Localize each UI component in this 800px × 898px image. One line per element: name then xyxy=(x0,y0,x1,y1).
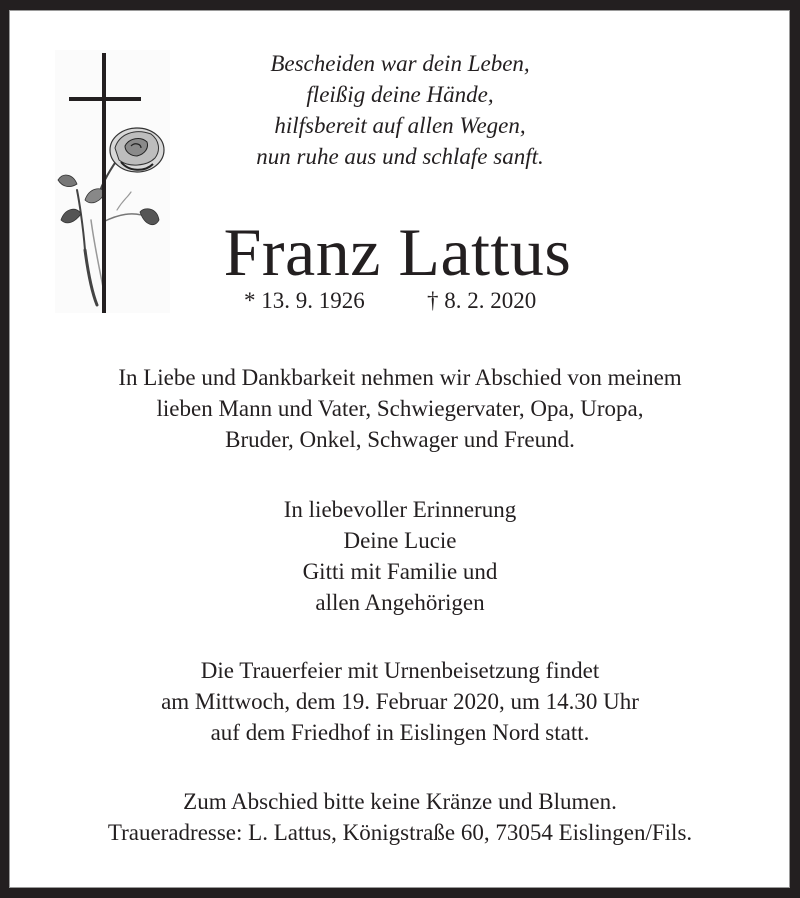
funeral-details xyxy=(0,655,800,748)
mourners-line: Gitti mit Familie und xyxy=(302,559,498,584)
cross-rose-graphic xyxy=(55,50,170,313)
funeral-line: am Mittwoch, dem 19. Februar 2020, um 14.30 Uhr xyxy=(161,689,639,714)
verse-line: nun ruhe aus und schlafe sanft. xyxy=(256,144,544,169)
life-dates xyxy=(200,286,600,316)
mourners-line: Deine Lucie xyxy=(343,528,457,553)
closing-notes xyxy=(0,786,800,848)
deceased-name: Franz Lattus xyxy=(223,214,572,290)
funeral-line: auf dem Friedhof in Eislingen Nord statt. xyxy=(210,720,590,745)
announcement-text xyxy=(0,362,800,455)
birth-date: * 13. 9. 1926 xyxy=(244,288,365,313)
mourners-line: allen Angehörigen xyxy=(315,590,485,615)
mourning-address: Traueradresse: L. Lattus, Königstraße 60, 73054 Eislingen/Fils. xyxy=(107,820,693,845)
mourners-line: In liebevoller Erinnerung xyxy=(283,497,517,522)
verse-line: hilfsbereit auf allen Wegen, xyxy=(274,113,526,138)
announcement-line: Bruder, Onkel, Schwager und Freund. xyxy=(225,427,575,452)
announcement-line: In Liebe und Dankbarkeit nehmen wir Abschied von meinem xyxy=(118,365,682,390)
mourners-text xyxy=(0,494,800,618)
closing-line: Zum Abschied bitte keine Kränze und Blumen. xyxy=(183,789,617,814)
verse-line: fleißig deine Hände, xyxy=(306,82,494,107)
announcement-line: lieben Mann und Vater, Schwiegervater, Opa, Uropa, xyxy=(156,396,644,421)
memorial-verse xyxy=(200,48,600,172)
cross-with-rose-icon xyxy=(55,50,170,313)
verse-line: Bescheiden war dein Leben, xyxy=(270,51,530,76)
death-date: † 8. 2. 2020 xyxy=(427,288,537,313)
funeral-line: Die Trauerfeier mit Urnenbeisetzung findet xyxy=(200,658,600,683)
